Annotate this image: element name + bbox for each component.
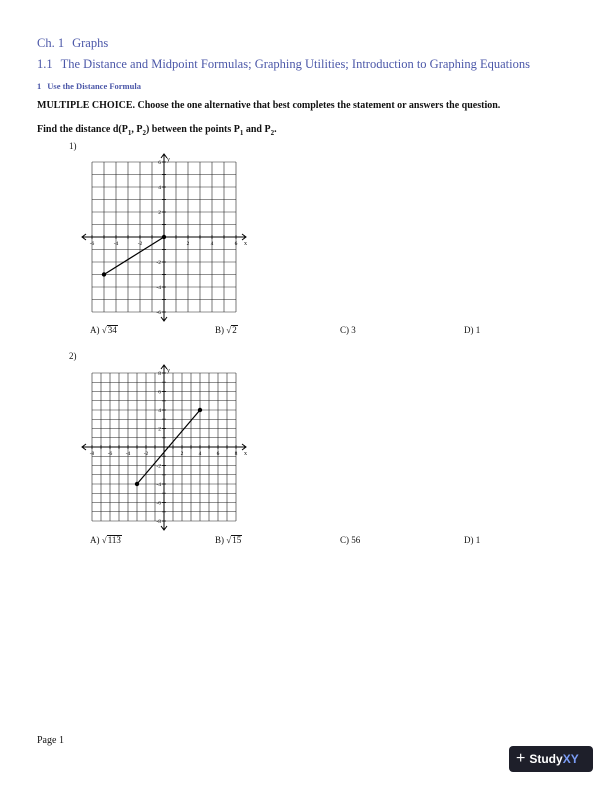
question-number: 1)	[69, 141, 77, 151]
section-heading	[37, 57, 530, 72]
x-tick-label: 8	[234, 451, 238, 457]
x-tick-label: 2	[186, 241, 190, 247]
x-tick-label: -4	[125, 451, 131, 457]
chapter-number: Ch. 1	[37, 36, 65, 50]
y-tick-label: -2	[156, 260, 161, 266]
question-1-graph	[78, 152, 252, 324]
coordinate-graph-1	[78, 152, 252, 324]
x-tick-label: 6	[234, 241, 238, 247]
point-p2	[162, 235, 166, 239]
question-2-graph	[78, 363, 252, 533]
plus-icon: +	[516, 750, 526, 767]
x-tick-label: -4	[113, 241, 119, 247]
x-tick-label: 4	[210, 241, 214, 247]
y-tick-label: -2	[156, 463, 161, 470]
coordinate-graph-2	[78, 363, 252, 533]
y-tick-label: 4	[158, 185, 161, 191]
option-d[interactable]: D) 1	[464, 325, 481, 335]
x-tick-label: -6	[89, 241, 95, 247]
y-tick-label: 2	[158, 210, 161, 216]
x-tick-label: -2	[143, 451, 149, 457]
option-c[interactable]: C) 3	[340, 325, 356, 335]
question-prompt: Find the distance $d(P_1$, $P_2$) between the points $P_1$ and $P_2$.	[37, 124, 277, 137]
studyxy-logo[interactable]	[509, 746, 593, 772]
y-tick-label: 6	[158, 389, 161, 396]
x-tick-label: -6	[107, 451, 113, 457]
y-tick-label: 2	[158, 426, 161, 433]
option-d[interactable]: D) 1	[464, 535, 481, 545]
chapter-heading	[37, 36, 108, 51]
option-a[interactable]: A) √34	[90, 325, 117, 335]
logo-text: StudyXY	[529, 752, 579, 766]
y-axis-label: y	[167, 157, 170, 163]
question-number: 2)	[69, 351, 77, 361]
point-p1	[135, 482, 139, 486]
option-b[interactable]: B) √2	[215, 325, 237, 335]
instructions: MULTIPLE CHOICE. Choose the one alternative that best completes the statement or answers the question.	[37, 100, 501, 111]
y-tick-label: 4	[158, 408, 161, 414]
y-tick-label: -4	[156, 285, 161, 291]
x-tick-label: -8	[89, 451, 95, 457]
x-tick-label: -2	[137, 241, 143, 247]
point-p1	[102, 272, 106, 276]
page-number: Page 1	[37, 735, 64, 746]
option-a[interactable]: A) √113	[90, 535, 121, 545]
x-tick-label: 6	[216, 451, 220, 457]
x-axis-label: x	[244, 241, 247, 247]
chapter-title: Graphs	[72, 36, 109, 50]
x-tick-label: 2	[180, 451, 184, 457]
option-c[interactable]: C) 56	[340, 535, 361, 545]
option-b[interactable]: B) √15	[215, 535, 242, 545]
objective-title: Use the Distance Formula	[47, 81, 141, 91]
y-tick-label: -8	[156, 519, 161, 525]
x-axis-label: x	[244, 451, 247, 457]
section-title: The Distance and Midpoint Formulas; Graphing Utilities; Introduction to Graphing Equations	[60, 57, 530, 71]
objective-heading	[37, 81, 141, 91]
y-tick-label: 6	[158, 160, 161, 166]
x-tick-label: 4	[198, 451, 202, 457]
point-p2	[198, 408, 202, 412]
y-tick-label: -6	[156, 500, 161, 507]
y-tick-label: -6	[156, 310, 161, 316]
y-tick-label: 8	[158, 371, 161, 377]
y-tick-label: -4	[156, 482, 161, 488]
y-axis-label: y	[167, 368, 170, 374]
objective-number: 1	[37, 81, 42, 91]
section-number: 1.1	[37, 57, 53, 71]
